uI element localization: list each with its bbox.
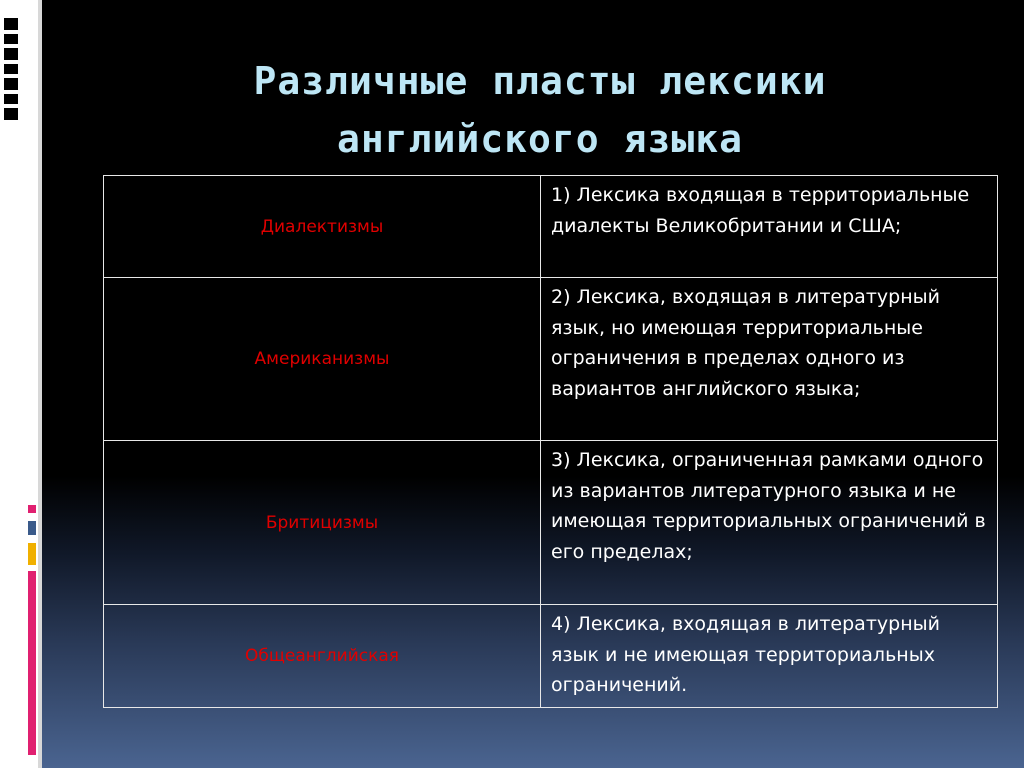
term-cell: Общеанглийская [104, 605, 541, 708]
slide-title-line1: Различные пласты лексики [253, 59, 827, 103]
table-row [104, 441, 998, 605]
accent-bar-pink-long [28, 571, 36, 755]
lexicon-table-container [103, 175, 986, 708]
accent-bar-gap [28, 535, 36, 543]
description-cell: 2) Лексика, входящая в литературный язык, но имеющая территориальные ограничения в пределах одного из вариантов английского языка; [541, 278, 998, 441]
description-cell: 4) Лексика, входящая в литературный язык и не имеющая территориальных ограничений. [541, 605, 998, 708]
table-row [104, 605, 998, 708]
accent-bar-pink [28, 505, 36, 513]
accent-color-bars [28, 505, 36, 755]
table-row [104, 176, 998, 278]
lexicon-table [103, 175, 998, 708]
table-row [104, 278, 998, 441]
term-cell: Диалектизмы [104, 176, 541, 278]
description-cell: 3) Лексика, ограниченная рамками одного из вариантов литературного языка и не имеющая территориальных ограничений в его пределах; [541, 441, 998, 605]
description-cell: 1) Лексика входящая в территориальные диалекты Великобритании и США; [541, 176, 998, 278]
slide-title-line2: английского языка [337, 117, 743, 161]
accent-bar-gap [28, 513, 36, 521]
accent-bar-blue [28, 521, 36, 535]
term-cell: Американизмы [104, 278, 541, 441]
term-cell: Бритицизмы [104, 441, 541, 605]
corner-decoration [4, 0, 18, 130]
slide-title [130, 52, 950, 168]
left-strip-edge [38, 0, 42, 768]
accent-bar-yellow [28, 543, 36, 565]
